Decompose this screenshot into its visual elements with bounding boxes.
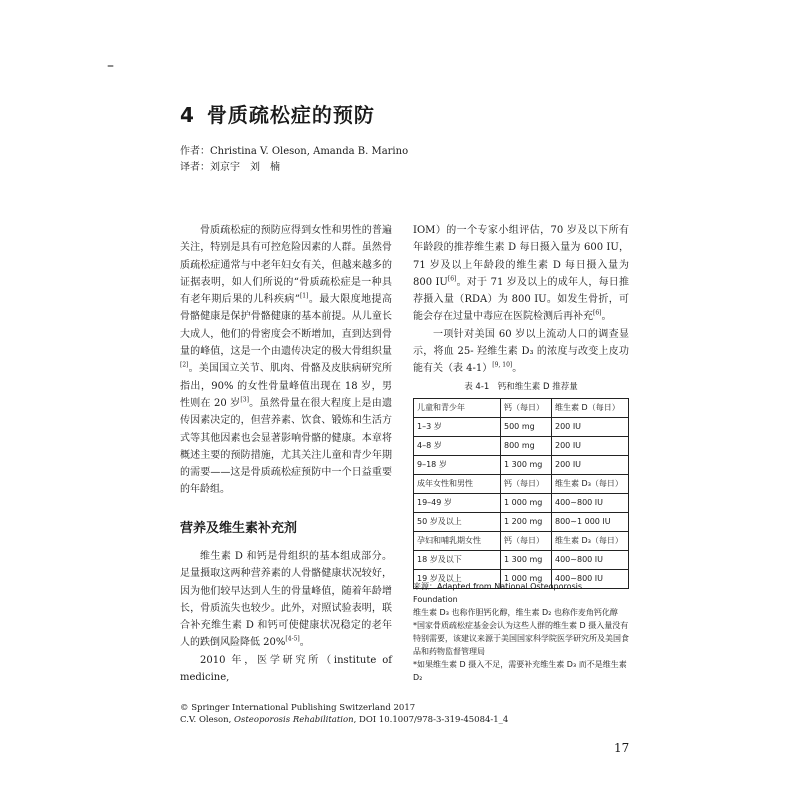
table-row: [414, 475, 629, 494]
table-cell: 儿童和青少年: [414, 399, 501, 418]
page-footer: [180, 702, 508, 726]
right-paragraph-2: [413, 326, 629, 378]
table-cell: 400~800 IU: [552, 494, 629, 513]
chapter-title-text: 骨质疏松症的预防: [206, 103, 375, 127]
citation-ref: [6]: [447, 275, 457, 283]
copyright-line: © Springer International Publishing Switzerland 2017: [180, 703, 416, 713]
right-text-b: 。对于 71 岁及以上的成年人，每日推荐摄入量（RDA）为 800 IU。如发生骨折，可能会存在过量中毒应在医院检测后再补充: [413, 276, 629, 323]
table-cell: 孕妇和哺乳期女性: [414, 532, 501, 551]
intro-column: [180, 222, 392, 499]
margin-dash: –: [107, 58, 114, 74]
table-row: [414, 437, 629, 456]
table-note: 来源：Adapted from National Osteoporosis Foundation: [413, 582, 583, 604]
table-cell: 18 岁及以下: [414, 551, 501, 570]
right-text-d: 一项针对美国 60 岁以上流动人口的调查显示，将血 25- 羟维生素 D₃ 的浓度与改变上皮功能有关（表 4-1）: [413, 328, 629, 375]
vitamin-table: [413, 398, 629, 589]
citation-author: C.V. Oleson,: [180, 715, 235, 725]
table-cell: 400~800 IU: [552, 570, 629, 589]
citation-ref: [9, 10]: [492, 362, 513, 370]
table-cell: 200 IU: [552, 437, 629, 456]
table-cell: 1 000 mg: [501, 494, 552, 513]
table-cell: 200 IU: [552, 418, 629, 437]
table-cell: 1 200 mg: [501, 513, 552, 532]
table-notes: [413, 580, 629, 684]
chapter-number: 4: [180, 103, 195, 127]
table-cell: 1–3 岁: [414, 418, 501, 437]
table-caption: 表 4-1 钙和维生素 D 推荐量: [464, 382, 578, 392]
section-column: [180, 548, 392, 686]
citation-ref: [1]: [299, 292, 309, 300]
table-note: *如果维生素 D 摄入不足，需要补充维生素 D₃ 而不是维生素 D₂: [413, 660, 627, 682]
table-cell: 钙（每日）: [501, 532, 552, 551]
table-cell: 1 300 mg: [501, 551, 552, 570]
chapter-authors: 作者：Christina V. Oleson, Amanda B. Marino: [180, 146, 409, 157]
table-cell: 800~1 000 IU: [552, 513, 629, 532]
table-cell: 800 mg: [501, 437, 552, 456]
intro-paragraph: [180, 222, 392, 499]
citation-ref: [6]: [593, 310, 602, 318]
table-cell: 维生素 D（每日）: [552, 399, 629, 418]
right-text-c: 。: [601, 311, 612, 323]
intro-text-c: 。美国国立关节、肌肉、骨骼及皮肤病研究所指出，90% 的女性骨量峰值出现在 18 岁，男性则在 20 岁: [180, 363, 392, 409]
section-text-end: 。: [299, 637, 310, 649]
table-row: [414, 456, 629, 475]
citation-doi: , DOI 10.1007/978-3-319-45084-1_4: [353, 715, 509, 725]
citation-ref: [3]: [240, 396, 249, 404]
table-row: [414, 532, 629, 551]
right-paragraph: [413, 222, 629, 326]
table-cell: 钙（每日）: [501, 475, 552, 494]
section-heading: 营养及维生素补充剂: [180, 521, 298, 536]
table-cell: 维生素 D₃（每日）: [552, 475, 629, 494]
table-cell: 50 岁及以上: [414, 513, 501, 532]
citation-ref: [4-5]: [285, 636, 300, 644]
table-cell: 成年女性和男性: [414, 475, 501, 494]
table-cell: 1 000 mg: [501, 570, 552, 589]
citation-line: [180, 714, 508, 726]
table-cell: 钙（每日）: [501, 399, 552, 418]
table-row: [414, 494, 629, 513]
table-cell: 1 300 mg: [501, 456, 552, 475]
table-note: *国家骨质疏松症基金会认为这些人群的维生素 D 摄入量没有特别需要，该建议来源于美国国家科学院医学研究所及美国食品和药物监督管理局: [413, 621, 629, 656]
table-row: [414, 418, 629, 437]
table-row: [414, 513, 629, 532]
intro-text-a: 骨质疏松症的预防应得到女性和男性的普遍关注，特别是具有可控危险因素的人群。虽然骨质疏松症通常与中老年妇女有关，但越来越多的证据表明，如人们所说的“骨质疏松症是一种具有老年期后果的儿科疾病”: [180, 225, 392, 306]
table-note: 维生素 D₃ 也称作胆钙化醇，维生素 D₂ 也称作麦角钙化醇: [413, 608, 618, 617]
table-cell: 200 IU: [552, 456, 629, 475]
right-text-a: IOM）的一个专家小组评估，70 岁及以下所有年龄段的推荐维生素 D 每日摄入量为 600 IU，71 岁及以上年龄段的维生素 D 每日摄入量为 800 IU: [413, 225, 629, 288]
citation-ref: [2]: [180, 362, 189, 370]
table-cell: 维生素 D₃（每日）: [552, 532, 629, 551]
right-column: [413, 222, 629, 378]
intro-text-d: 。虽然骨量在很大程度上是由遗传因素决定的，但营养素、饮食、锻炼和生活方式等其他因素也会显著影响骨骼的健康。本章将概述主要的预防措施，尤其关注儿童和青少年期的需要——这是骨质疏松症预防中一个日益重要的年龄组。: [180, 397, 392, 496]
citation-book-title: Osteoporosis Rehabilitation: [234, 715, 354, 725]
table-cell: 19–49 岁: [414, 494, 501, 513]
page-number: 17: [614, 741, 630, 755]
chapter-title: [180, 99, 375, 128]
intro-text-b: 。最大限度地提高骨骼健康是保护骨骼健康的基本前提。从儿童长大成人，他们的骨密度会不断增加，直到达到骨量的峰值，这是一个由遗传决定的极大骨组织量: [180, 294, 392, 358]
table-cell: 400~800 IU: [552, 551, 629, 570]
section-paragraph: [180, 548, 392, 652]
section-paragraph-2: 2010 年，医学研究所（institute of medicine,: [180, 654, 392, 684]
right-text-e: 。: [512, 363, 523, 375]
table-cell: 19 岁及以上: [414, 570, 501, 589]
chapter-translators: 译者：刘京宇 刘 楠: [180, 162, 280, 173]
table-cell: 500 mg: [501, 418, 552, 437]
table-cell: 4–8 岁: [414, 437, 501, 456]
table-cell: 9–18 岁: [414, 456, 501, 475]
table-row: [414, 399, 629, 418]
table-row: [414, 551, 629, 570]
section-text: 维生素 D 和钙是骨组织的基本组成部分。足量摄取这两种营养素的人骨骼健康状况较好，因为他们较早达到人生的骨量峰值，随着年龄增长，骨质流失也较少。此外，对照试验表明，联合补充维生素 D 和钙可使健康状况稳定的老年人的跌倒风险降低 20%: [180, 551, 392, 649]
